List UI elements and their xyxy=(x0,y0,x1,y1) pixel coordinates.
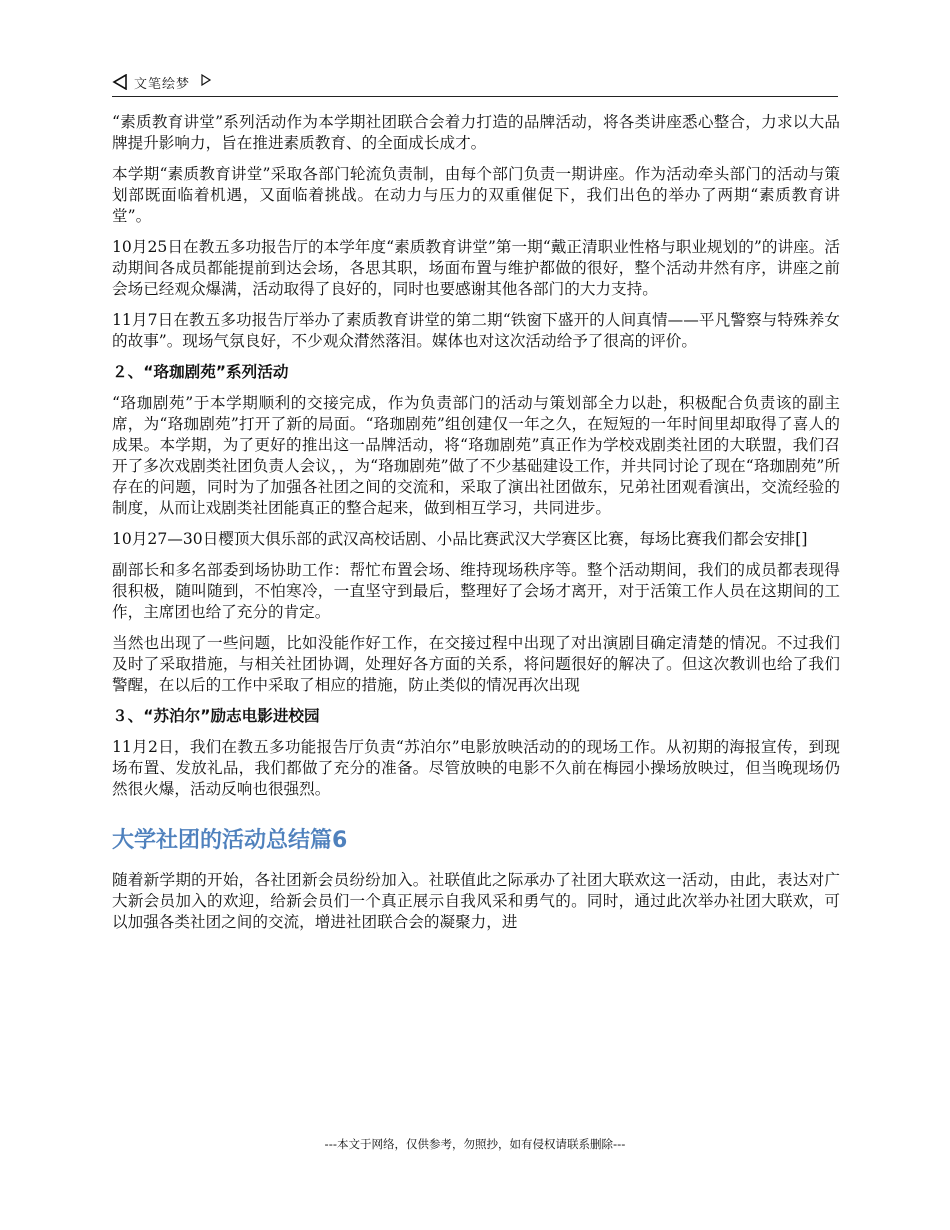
paragraph: 11月7日在教五多功报告厅举办了素质教育讲堂的第二期“铁窗下盛开的人间真情——平凡警察与特殊养女的故事”。现场气氛良好，不少观众潸然落泪。媒体也对这次活动给予了很高的评价。 xyxy=(112,311,840,350)
paragraph: “素质教育讲堂”系列活动作为本学期社团联合会着力打造的品牌活动，将各类讲座悉心整合，力求以大品牌提升影响力，旨在推进素质教育、的全面成长成才。 xyxy=(112,113,840,152)
paragraph: 当然也出现了一些问题，比如没能作好工作，在交接过程中出现了对出演剧目确定清楚的情况。不过我们及时了采取措施，与相关社团协调，处理好各方面的关系，将问题很好的解决了。但这次教训也给了我们警醒，在以后的工作中采取了相应的措施，防止类似的情况再次出现 xyxy=(112,634,840,694)
document-body xyxy=(112,112,840,943)
paragraph: 10月27—30日樱顶大俱乐部的武汉高校话剧、小品比赛武汉大学赛区比赛，每场比赛我们都会安排[] xyxy=(112,530,808,548)
paragraph: “珞珈剧苑”于本学期顺利的交接完成，作为负责部门的活动与策划部全力以赴，积极配合负责该的副主席，为“珞珈剧苑”打开了新的局面。“珞珈剧苑”组创建仅一年之久，在短短的一年时间里却取得了喜人的成果。本学期，为了更好的推出这一品牌活动，将“珞珈剧苑”真正作为学校戏剧类社团的大联盟，我们召开了多次戏剧类社团负责人会议，，为“珞珈剧苑”做了不少基础建设工作，并共同讨论了现在“珞珈剧苑”所存在的问题，同时为了加强各社团之间的交流和，采取了演出社团做东，兄弟社团观看演出，交流经验的制度，从而让戏剧类社团能真正的整合起来，做到相互学习，共同进步。 xyxy=(112,394,840,517)
paragraph: 11月2日，我们在教五多功能报告厅负责“苏泊尔”电影放映活动的的现场工作。从初期的海报宣传，到现场布置、发放礼品，我们都做了充分的准备。尽管放映的电影不久前在梅园小操场放映过，但当晚现场仍然很火爆，活动反响也很强烈。 xyxy=(112,738,840,798)
triangle-right-icon xyxy=(200,74,212,86)
section-title: 大学社团的活动总结篇6 xyxy=(112,828,348,853)
paragraph: 随着新学期的开始，各社团新会员纷纷加入。社联值此之际承办了社团大联欢这一活动，由此，表达对广大新会员加入的欢迎，给新会员们一个真正展示自我风采和勇气的。同时，通过此次举办社团大联欢，可以加强各类社团之间的交流，增进社团联合会的凝聚力，进 xyxy=(112,871,840,931)
subheading: ３、“苏泊尔”励志电影进校园 xyxy=(112,707,320,725)
page-footer-disclaimer: ---本文于网络，仅供参考，勿照抄，如有侵权请联系删除--- xyxy=(324,1137,626,1151)
page-header xyxy=(112,72,838,97)
paragraph: 本学期“素质教育讲堂”采取各部门轮流负责制，由每个部门负责一期讲座。作为活动牵头部门的活动与策划部既面临着机遇，又面临着挑战。在动力与压力的双重催促下，我们出色的举办了两期“素质教育讲堂”。 xyxy=(112,165,840,225)
subheading: ２、“珞珈剧苑”系列活动 xyxy=(112,363,289,381)
header-logo-text: 文笔绘梦 xyxy=(134,77,191,92)
paragraph: 10月25日在教五多功报告厅的本学年度“素质教育讲堂”第一期“戴正清职业性格与职业规划的”的讲座。活动期间各成员都能提前到达会场，各思其职，场面布置与维护都做的很好，整个活动井然有序，讲座之前会场已经观众爆满，活动取得了良好的，同时也要感谢其他各部门的大力支持。 xyxy=(112,238,840,298)
triangle-left-icon xyxy=(112,74,128,90)
paragraph: 副部长和多名部委到场协助工作：帮忙布置会场、维持现场秩序等。整个活动期间，我们的成员都表现得很积极，随叫随到，不怕寒冷，一直坚守到最后，整理好了会场才离开，对于活策工作人员在这期间的工作，主席团也给了充分的肯定。 xyxy=(112,561,840,621)
